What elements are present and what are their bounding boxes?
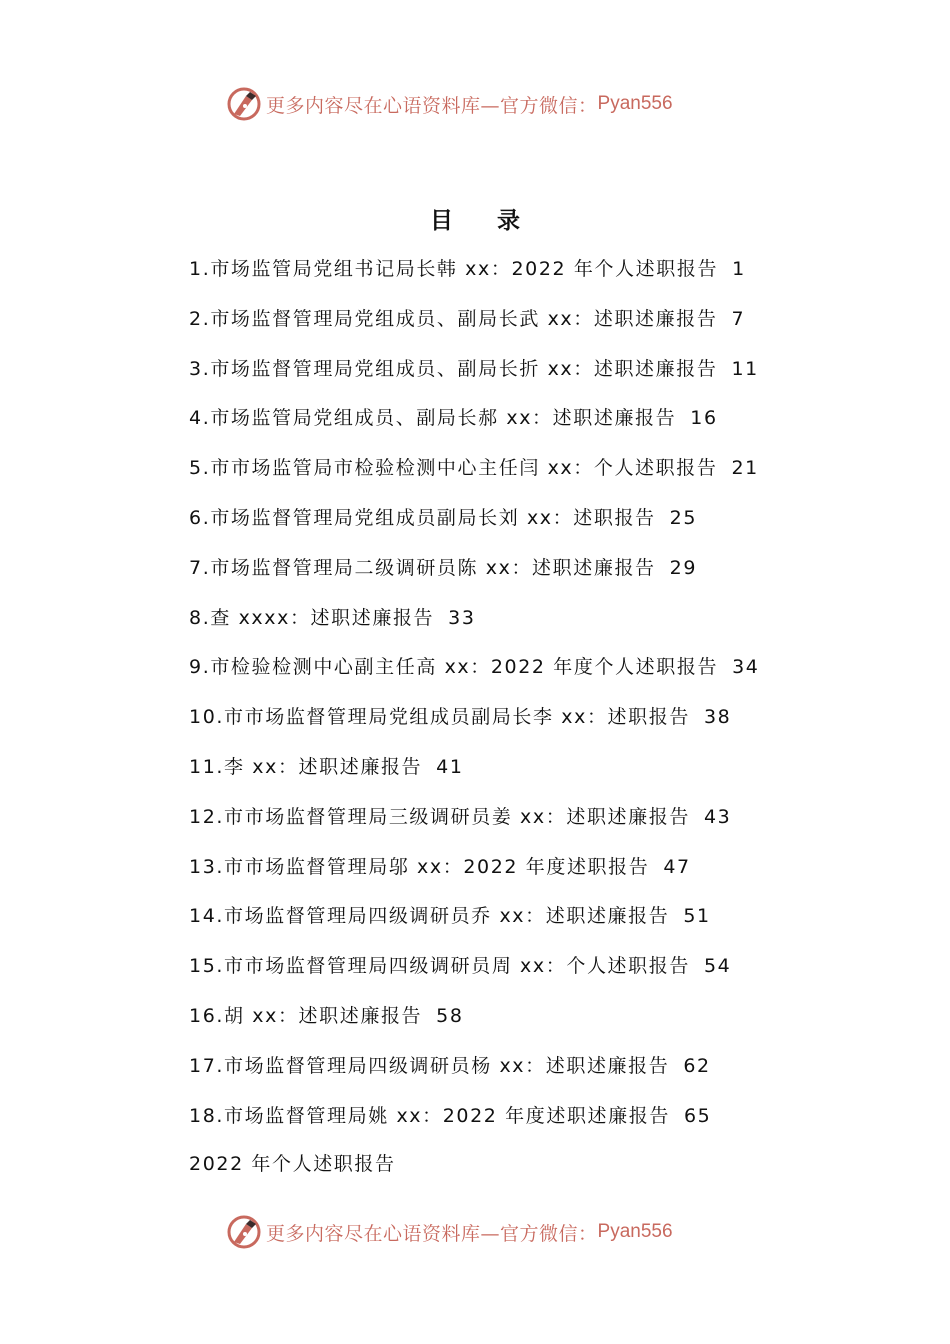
toc-entry[interactable]: [189, 895, 809, 945]
banner-handle: Pyan556: [597, 1221, 673, 1242]
toc-entry[interactable]: [189, 646, 809, 696]
toc-entry-text: 3.市场监督管理局党组成员、副局长折 xx：述职述廉报告: [189, 357, 718, 380]
toc-entry[interactable]: [189, 696, 809, 746]
toc-entry[interactable]: [189, 397, 809, 447]
toc-entry-text: 14.市场监督管理局四级调研员乔 xx：述职述廉报告: [189, 905, 670, 928]
pen-nib-logo-icon: [226, 86, 262, 122]
toc-entry-page: 1: [732, 258, 746, 280]
toc-entry[interactable]: [189, 298, 809, 348]
toc-entry[interactable]: [189, 597, 809, 647]
toc-entry-text: 11.李 xx：述职述廉报告: [189, 755, 423, 778]
pen-nib-logo-icon: [226, 1214, 262, 1250]
toc-entry-text: 2.市场监督管理局党组成员、副局长武 xx：述职述廉报告: [189, 307, 718, 330]
toc-entry-page: 51: [683, 905, 711, 928]
toc-entry-page: 62: [683, 1054, 711, 1077]
toc-entry[interactable]: [189, 945, 809, 995]
toc-entry-page: 29: [669, 556, 698, 579]
footer-banner: [226, 1212, 673, 1252]
toc-entry-page: 34: [732, 656, 760, 679]
banner-text: 更多内容尽在心语资料库—官方微信：: [266, 94, 598, 117]
toc-entry[interactable]: [189, 547, 809, 597]
toc-entry-page: 7: [731, 307, 746, 330]
toc-entry[interactable]: [189, 846, 809, 896]
toc-entry[interactable]: [189, 497, 809, 547]
banner-text: 更多内容尽在心语资料库—官方微信：: [266, 1222, 598, 1245]
toc-entry-text: 1.市场监管局党组书记局长韩 xx：2022 年个人述职报告: [189, 258, 719, 280]
toc-entry-page: 21: [731, 457, 759, 480]
toc-entry-page: 43: [703, 805, 732, 828]
toc-entry[interactable]: [189, 796, 809, 846]
toc-entry-page: 25: [669, 506, 698, 529]
header-banner: [226, 84, 673, 124]
toc-entry-text: 15.市市场监督管理局四级调研员周 xx：个人述职报告: [189, 955, 690, 978]
toc-entry-text: 4.市场监管局党组成员、副局长郝 xx：述职述廉报告: [189, 407, 677, 430]
toc-entry[interactable]: [189, 248, 809, 298]
toc-entry-page: 65: [683, 1104, 712, 1127]
toc-entry[interactable]: [189, 447, 809, 497]
toc-entry-text: 17.市场监督管理局四级调研员杨 xx：述职述廉报告: [189, 1054, 670, 1077]
toc-entry-text: 8.查 xxxx：述职述廉报告: [189, 606, 435, 629]
toc-entry-page: 38: [703, 706, 732, 729]
toc-entry[interactable]: [189, 995, 809, 1045]
toc-entry-page: 58: [436, 1004, 464, 1027]
toc-list: [189, 248, 809, 1144]
toc-entry-page: 47: [663, 855, 691, 878]
toc-entry[interactable]: [189, 1045, 809, 1095]
toc-entry[interactable]: [189, 1095, 809, 1145]
toc-entry-text: 6.市场监督管理局党组成员副局长刘 xx：述职报告: [189, 506, 656, 529]
toc-entry-page: 16: [690, 407, 718, 430]
toc-entry-text: 5.市市场监管局市检验检测中心主任闫 xx：个人述职报告: [189, 457, 718, 480]
toc-entry-page: 41: [436, 755, 464, 778]
report-heading: 2022 年个人述职报告: [189, 1153, 396, 1175]
toc-entry-text: 13.市市场监督管理局邬 xx：2022 年度述职报告: [189, 855, 650, 878]
toc-entry-page: 33: [448, 606, 476, 629]
toc-title: 目 录: [429, 207, 538, 234]
toc-entry-text: 12.市市场监督管理局三级调研员姜 xx：述职述廉报告: [189, 805, 690, 828]
toc-entry-text: 7.市场监督管理局二级调研员陈 xx：述职述廉报告: [189, 556, 656, 579]
toc-entry[interactable]: [189, 746, 809, 796]
toc-entry-text: 10.市市场监督管理局党组成员副局长李 xx：述职报告: [189, 706, 690, 729]
toc-entry-text: 18.市场监督管理局姚 xx：2022 年度述职述廉报告: [189, 1104, 670, 1127]
toc-entry-text: 9.市检验检测中心副主任高 xx：2022 年度个人述职报告: [189, 656, 719, 679]
toc-entry-text: 16.胡 xx：述职述廉报告: [189, 1004, 423, 1027]
toc-entry[interactable]: [189, 348, 809, 398]
toc-entry-page: 54: [703, 955, 732, 978]
toc-entry-page: 11: [731, 357, 759, 380]
banner-handle: Pyan556: [597, 93, 673, 114]
